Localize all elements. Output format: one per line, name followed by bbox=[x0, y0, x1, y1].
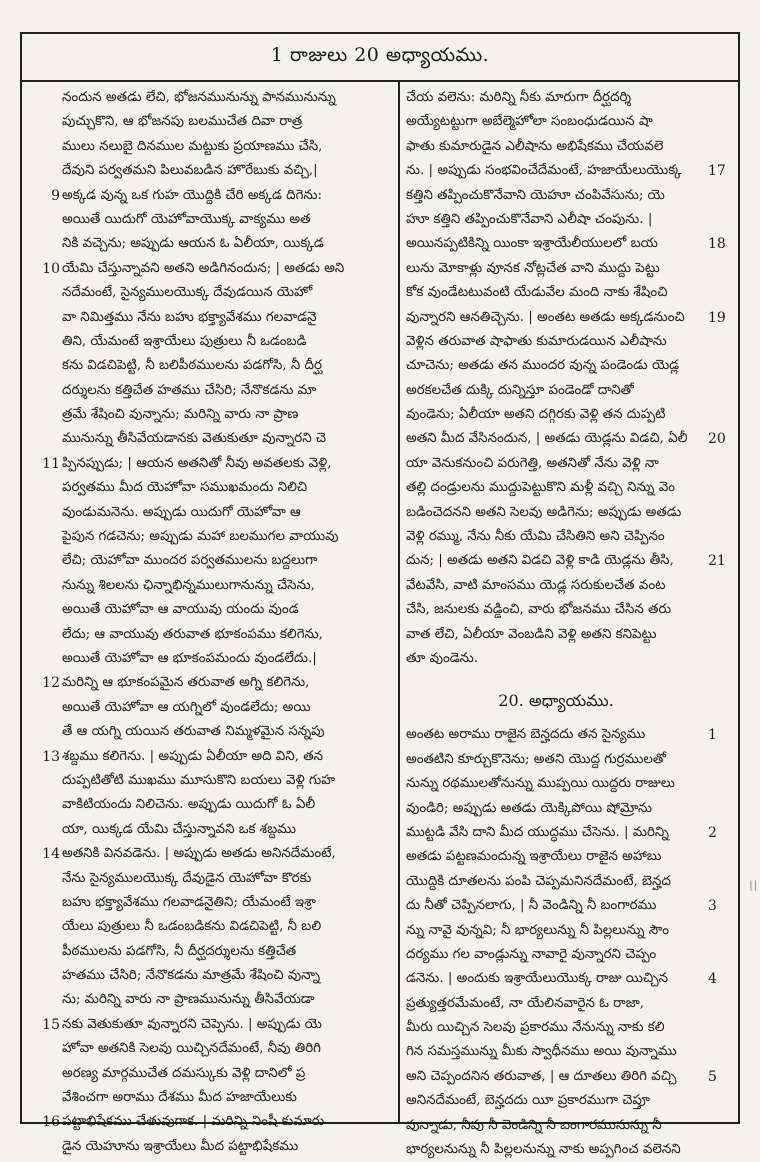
text-line bbox=[406, 943, 706, 967]
line-text: బహు భక్త్యావేశము గలవాడనైతిని; యేమంటే ఇశ్రా bbox=[62, 894, 316, 910]
verse-number: 11 bbox=[42, 455, 60, 472]
line-text: యా వెనుకనుంచి పరుగెత్తి, అతనితో నేను వెళ్లి నా bbox=[406, 455, 659, 471]
text-line bbox=[62, 281, 390, 305]
line-text: చేసి, జనులకు వడ్డించి, వారు భోజనము చేసిన తరు bbox=[406, 602, 672, 618]
line-text: వేటవేసి, వాటి మాంసము యెడ్ల సరుకులచేత వంట bbox=[406, 577, 666, 593]
line-text: దర్శులను కత్తిచేత హతము చేసిరి; నేనొకడను మా bbox=[62, 382, 317, 398]
line-text: వుండుమనెను. అప్పుడు యిదుగో యెహోవా ఆ bbox=[62, 504, 301, 520]
text-line bbox=[406, 870, 706, 894]
text-line bbox=[62, 110, 390, 134]
verse-number: 9 bbox=[51, 187, 60, 204]
verse-number: 15 bbox=[42, 1016, 60, 1033]
text-line bbox=[406, 86, 706, 110]
verse-number: 20 bbox=[708, 431, 726, 448]
text-line bbox=[62, 867, 390, 891]
text-line bbox=[42, 745, 390, 769]
text-line bbox=[42, 1110, 390, 1134]
text-line bbox=[406, 574, 706, 598]
line-text: వున్నారని ఆనతిచ్చెను. | అంతట అతడు అక్కడనుంచి bbox=[406, 309, 685, 325]
line-text: అయితే యెహోవా ఆ భూకంపమందు వుండలేదు.| bbox=[62, 650, 317, 666]
text-line bbox=[406, 330, 706, 354]
line-text: యా, యిక్కడ యేమి చేస్తున్నావని ఒక శబ్దము bbox=[62, 821, 296, 837]
verse-number: 1 bbox=[708, 727, 717, 744]
line-text: ప్పినప్పుడు; | ఆయన అతనితో నీవు అవతలకు వెళ్లి, bbox=[62, 455, 332, 471]
text-line bbox=[62, 135, 390, 159]
line-text: అయితే యెహోవా ఆ యగ్నిలో వుండలేదు; అయి bbox=[62, 699, 311, 715]
section-spacer bbox=[406, 671, 706, 679]
line-text: గిన సమస్తమున్ను మీకు స్వాధీనము అయి వున్నాము bbox=[406, 1044, 677, 1060]
text-line bbox=[62, 501, 390, 525]
right-column-lower bbox=[406, 723, 717, 1162]
chapter-heading: 20. అధ్యాయము. bbox=[498, 691, 614, 711]
line-text: ఫాతు కుమారుడైన ఎలీషాను అభిషేకము చేయవలె bbox=[406, 138, 664, 154]
line-text: వుండెను; ఏలీయా అతని దగ్గిరకు వెళ్లి తన దుప్పటి bbox=[406, 407, 666, 423]
line-text: డైన యెహూను ఇశ్రాయేలు మీద పట్టాభిషేకము bbox=[62, 1138, 299, 1154]
line-text: మీరు యిచ్చిన సెలవు ప్రకారము నేనున్ను నాకు కలి bbox=[406, 1020, 665, 1036]
text-line bbox=[406, 894, 717, 918]
text-line bbox=[406, 723, 717, 747]
text-line bbox=[62, 769, 390, 793]
line-text: అయితే యెహోవా ఆ వాయువు యందు వుండ bbox=[62, 602, 299, 618]
line-text: అతడు పట్టణమందున్న ఇశ్రాయేలు రాజైన అహాబు bbox=[406, 849, 662, 865]
line-text: న్ను నావై వున్నవి; నీ భార్యలున్ను నీ పిల్లలున్ను సౌం bbox=[406, 922, 670, 938]
line-text: అక్కడ వున్న ఒక గుహ యొద్దికి చేరి అక్కడ దిగెను: bbox=[62, 187, 322, 203]
text-line bbox=[406, 1016, 706, 1040]
text-line bbox=[406, 772, 706, 796]
line-text: అతని మీద వేసినందున, | అతడు యెడ్లను విడచి, ఏలీ bbox=[406, 431, 688, 447]
text-line bbox=[406, 403, 706, 427]
text-line bbox=[42, 671, 390, 695]
verse-number: 12 bbox=[42, 675, 60, 692]
line-text: పైపున గడచెను; అప్పుడు మహా బలముగల వాయువు bbox=[62, 529, 339, 545]
text-line bbox=[62, 1135, 390, 1159]
line-text: యొద్దికి దూతలను పంపి చెప్పమనినదేమంటే, బెన్హద bbox=[406, 873, 671, 889]
text-line bbox=[62, 647, 390, 671]
text-line bbox=[406, 748, 706, 772]
line-text: శబ్దము కలిగెను. | అప్పుడు ఏలీయా అది విని, తన bbox=[62, 748, 324, 764]
verse-number: 4 bbox=[708, 971, 717, 988]
line-text: డనెను. | అందుకు ఇశ్రాయేలుయొక్క రాజు యిచ్చిన bbox=[406, 971, 669, 987]
line-text: చూచెను; అతడు తన ముందర వున్న పండెండు యెడ్ల bbox=[406, 358, 680, 374]
text-line bbox=[62, 159, 390, 183]
text-line bbox=[406, 257, 706, 281]
text-line bbox=[406, 208, 706, 232]
text-line bbox=[406, 1114, 706, 1138]
line-text: వెళ్లి రమ్ము, నేను నీకు యేమి చేసితిని అని చెప్పినం bbox=[406, 529, 665, 545]
verse-number: 18 bbox=[708, 236, 726, 253]
text-line bbox=[62, 354, 390, 378]
text-line bbox=[62, 940, 390, 964]
line-text: ను; మరిన్ని వారు నా ప్రాణమునున్ను తీసివేయడా bbox=[62, 992, 315, 1008]
line-text: భార్యలనున్ను నీ పిల్లలనున్ను నాకు అప్పగించ వలెనని bbox=[406, 1142, 681, 1158]
line-text: తే ఆ యగ్ని యయిన తరువాత నిమ్మళమైన సన్నపు bbox=[62, 724, 325, 740]
line-text: లేచి; యెహోవా ముందర పర్వతములను బద్దలుగా bbox=[62, 553, 318, 569]
text-line bbox=[406, 647, 706, 671]
text-line bbox=[62, 403, 390, 427]
text-line bbox=[42, 1013, 390, 1037]
line-text: అంతటిని కూర్చుకొనెను; అతని యొద్ద గుర్రములతో bbox=[406, 751, 666, 767]
text-line bbox=[62, 964, 390, 988]
text-line bbox=[62, 1086, 390, 1110]
text-line bbox=[62, 379, 390, 403]
text-line bbox=[406, 549, 726, 573]
text-line bbox=[406, 379, 706, 403]
verse-number: 5 bbox=[708, 1068, 717, 1085]
text-line bbox=[62, 476, 390, 500]
text-line bbox=[406, 525, 706, 549]
text-line bbox=[406, 135, 706, 159]
line-text: అరణ్య మార్గముచేత దమస్కుకు వెళ్లి దానిలో ప్ర bbox=[62, 1065, 306, 1081]
line-text: అరకలచేత దుక్కి దున్నిస్తూ పండెండో దానితో bbox=[406, 382, 634, 398]
text-line bbox=[62, 818, 390, 842]
text-line bbox=[406, 452, 706, 476]
text-line bbox=[406, 232, 726, 256]
text-line bbox=[62, 988, 390, 1012]
text-line bbox=[62, 232, 390, 256]
text-line bbox=[406, 427, 726, 451]
line-text: మునున్ను తీసివేయడానకు వెతుకుతూ వున్నారని చె bbox=[62, 431, 327, 447]
left-text-column bbox=[42, 86, 390, 1154]
text-line bbox=[406, 821, 717, 845]
verse-number: 10 bbox=[42, 260, 60, 277]
line-text: ప్రత్యుత్తరమేమంటే, నా యేలినవారైన ఓ రాజా, bbox=[406, 995, 644, 1011]
text-line bbox=[406, 159, 726, 183]
text-line bbox=[62, 793, 390, 817]
text-line bbox=[51, 184, 390, 208]
line-text: బడించెదనని అతని సెలవు అడిగెను; అప్పుడు అతడు bbox=[406, 504, 682, 520]
line-text: అయ్యేటట్టుగా అబేల్మెహోలా సంబంధుడయిన షా bbox=[406, 114, 653, 130]
line-text: అతనికి వినవడెను. | అప్పుడు అతడు అనినదేమంటే, bbox=[62, 846, 336, 862]
text-line bbox=[406, 919, 706, 943]
text-line bbox=[406, 281, 706, 305]
line-text: లేదు; ఆ వాయువు తరువాత భూకంపము కలిగెను, bbox=[62, 626, 323, 642]
text-line bbox=[62, 915, 390, 939]
verse-number: 13 bbox=[42, 748, 60, 765]
line-text: దేవుని పర్వతమని పిలువబడిన హొరేబుకు వచ్చి,| bbox=[62, 163, 318, 179]
line-text: వాత లేచి, ఏలీయా వెంబడిని వెళ్లి అతని కనిపెట్టు bbox=[406, 626, 657, 642]
text-line bbox=[406, 354, 706, 378]
text-line bbox=[42, 842, 390, 866]
line-text: హోవా అతనికి సెలవు యిచ్చినదేమంటే, నీవు తిరిగి bbox=[62, 1041, 321, 1057]
text-line bbox=[406, 797, 706, 821]
line-text: యేమి చేస్తున్నావని అతని అడిగినందున; | అతడు అని bbox=[62, 260, 345, 276]
line-text: నేను సైన్యములయొక్క దేవుడైన యెహోవా కొరకు bbox=[62, 870, 312, 886]
line-text: లును మోకాళ్లు వూనక నోట్లచేత వాని ముద్దు పెట్టు bbox=[406, 260, 660, 276]
line-text: అనినదేమంటే, బెన్హదదు యీ ప్రకారముగా చెప్తూ bbox=[406, 1093, 650, 1109]
text-line bbox=[406, 476, 706, 500]
verse-number: 14 bbox=[42, 846, 60, 863]
line-text: హూ కత్తిని తప్పించుకొనేవాని ఎలీషా చంపును. | bbox=[406, 211, 653, 227]
line-text: పట్టాభిషేకము చేతువుగాక. | మరిన్ని నింషీ కుమారు bbox=[62, 1114, 325, 1130]
line-text: వుండిరి; అప్పుడు అతడు యెక్కిపోయి షోమ్రోను bbox=[406, 800, 653, 816]
line-text: వా నిమిత్తము నేను బహు భక్త్యావేశము గలవాడనై bbox=[62, 309, 317, 325]
line-text: త్రమే శేషించి వున్నాను; మరిన్ని వారు నా ప్రాణ bbox=[62, 407, 299, 423]
text-line bbox=[62, 720, 390, 744]
text-line bbox=[62, 696, 390, 720]
line-text: వున్నాడు, నీవు నీ వెండిన్ని నీ బంగారమునున్ను నీ bbox=[406, 1117, 662, 1133]
line-text: పర్వతము మీద యెహోవా సముఖమందు నిలిచి bbox=[62, 480, 308, 496]
line-text: కత్తిని తప్పించుకొనేవాని యెహూ చంపివేసును; యె bbox=[406, 187, 665, 203]
text-line bbox=[406, 110, 706, 134]
text-line bbox=[62, 549, 390, 573]
right-column-upper bbox=[406, 86, 726, 671]
text-line bbox=[406, 1065, 717, 1089]
line-text: తల్లి దండ్రులను ముద్దుపెట్టుకొని మళ్లీ వచ్చి నిన్ను వెం bbox=[406, 480, 676, 496]
line-text: తిని, యేమంటే ఇశ్రాయేలు పుత్రులు నీ ఒడంబడి bbox=[62, 333, 307, 349]
text-line bbox=[406, 623, 706, 647]
line-text: ములు నలుబై దినముల మట్టుకు ప్రయాణము చేసి, bbox=[62, 138, 323, 154]
verse-number: 19 bbox=[708, 309, 726, 326]
text-line bbox=[62, 574, 390, 598]
line-text: మరిన్ని ఆ భూకంపమైన తరువాత అగ్ని కలిగెను, bbox=[62, 675, 310, 691]
verse-number: 17 bbox=[708, 163, 726, 180]
line-text: చేయ వలెను: మరిన్ని నీకు మారుగా దీర్ఘదర్శి bbox=[406, 90, 632, 105]
line-text: నున్ను శిలలను ఛిన్నాభిన్నములుగానున్ను చేసెను, bbox=[62, 577, 315, 593]
text-line bbox=[406, 598, 706, 622]
right-text-column bbox=[406, 86, 726, 1158]
verse-number: 2 bbox=[708, 824, 717, 841]
line-text: దున; | అతడు అతని విడచి వెళ్లి కాడి యెడ్లను తీసి, bbox=[406, 553, 674, 569]
verse-number: 21 bbox=[708, 553, 726, 570]
running-header: 1 రాజులు 20 అధ్యాయము. bbox=[22, 34, 738, 82]
line-text: కను విడచిపెట్టి, నీ బలిపీఠములను పడగోసి, నీ దీర్ఘ bbox=[62, 358, 322, 374]
line-text: హతము చేసిరి; నేనొకడను మాత్రమే శేషించి వున్నా bbox=[62, 968, 320, 984]
line-text: పుచ్చుకొని, ఆ భోజనపు బలముచేత దివా రాత్ర bbox=[62, 114, 303, 130]
line-text: అని చెప్పందనిన తరువాత, | ఆ దూతలు తిరిగి వచ్చి bbox=[406, 1068, 677, 1084]
text-line bbox=[62, 208, 390, 232]
line-text: అయినప్పటికిన్ని యింకా ఇశ్రాయేలీయులలో బయ bbox=[406, 236, 658, 252]
margin-mark: || bbox=[749, 880, 758, 891]
text-line bbox=[62, 598, 390, 622]
text-line bbox=[62, 623, 390, 647]
text-line bbox=[62, 86, 390, 110]
text-line bbox=[62, 306, 390, 330]
text-line bbox=[62, 1062, 390, 1086]
line-text: దుప్పటితోటి ముఖము మూసుకొని బయలు వెళ్లి గుహ bbox=[62, 772, 336, 788]
line-text: వేశించగా అరాము దేశము మీద హజాయేలుకు bbox=[62, 1090, 297, 1106]
text-line bbox=[406, 967, 717, 991]
text-line bbox=[62, 1037, 390, 1061]
line-text: ను. | అప్పుడు సంభవించేదేమంటే, హజాయేలుయొక్క bbox=[406, 163, 682, 179]
line-text: కోక వుండేటటువంటి యేడువేల మంది నాకు శేషించి bbox=[406, 285, 668, 301]
line-text: దు నీతో చెప్పినలాగు, | నీ వెండిన్ని నీ బంగారము bbox=[406, 898, 657, 914]
line-text: ముట్టడి వేసి దాని మీద యుద్ధము చేసెను. | మరిన్ని bbox=[406, 824, 669, 840]
text-line bbox=[62, 525, 390, 549]
text-line bbox=[406, 1138, 706, 1162]
text-line bbox=[406, 184, 706, 208]
line-text: నున్ను రథములతోనున్ను ముప్పయి యిద్దరు రాజులు bbox=[406, 776, 675, 792]
verse-number: 16 bbox=[42, 1114, 60, 1131]
text-line bbox=[42, 452, 390, 476]
line-text: నకు వెతుకుతూ వున్నారని చెప్పెను. | అప్పుడు యె bbox=[62, 1016, 322, 1032]
text-line bbox=[406, 306, 726, 330]
text-line bbox=[406, 1040, 706, 1064]
column-divider bbox=[398, 80, 400, 1122]
line-text: పీఠములను పడగోసి, నీ దీర్ఘదర్శులను కత్తిచేత bbox=[62, 943, 297, 959]
text-line bbox=[62, 891, 390, 915]
line-text: దర్యము గల వాండ్లున్ను నావారై వున్నారని చెప్పం bbox=[406, 946, 657, 962]
text-line bbox=[42, 257, 390, 281]
line-text: నదేమంటే, సైన్యములయొక్క దేవుడయిన యెహో bbox=[62, 285, 313, 301]
line-text: వాకిటియందు నిలిచెను. అప్పుడు యిదుగో ఓ ఏలీ bbox=[62, 797, 316, 813]
line-text: నందున అతడు లేచి, భోజనమునున్ను పానమునున్ను bbox=[62, 90, 336, 105]
text-line bbox=[406, 845, 706, 869]
text-line bbox=[406, 501, 706, 525]
line-text: వెళ్లిన తరువాత షాఫాతు కుమారుడయిన ఎలీషాను bbox=[406, 333, 667, 349]
line-text: నికి వచ్చెను; అప్పుడు ఆయన ఓ ఏలీయా, యిక్కడ bbox=[62, 236, 324, 252]
line-text: తూ వుండెను. bbox=[406, 650, 478, 666]
page-frame bbox=[20, 32, 740, 1158]
verse-number: 3 bbox=[708, 898, 717, 915]
line-text: అయితే యిదుగో యెహోవాయొక్క వాక్యము అత bbox=[62, 211, 311, 227]
text-line bbox=[406, 992, 706, 1016]
text-line bbox=[62, 330, 390, 354]
text-line bbox=[62, 427, 390, 451]
line-text: యేలు పుత్రులు నీ ఒడంబడికను విడచిపెట్టి, నీ బలి bbox=[62, 919, 322, 935]
line-text: అంతట అరాము రాజైన బెన్హదదు తన సైన్యము bbox=[406, 727, 646, 743]
text-line bbox=[406, 1089, 706, 1113]
